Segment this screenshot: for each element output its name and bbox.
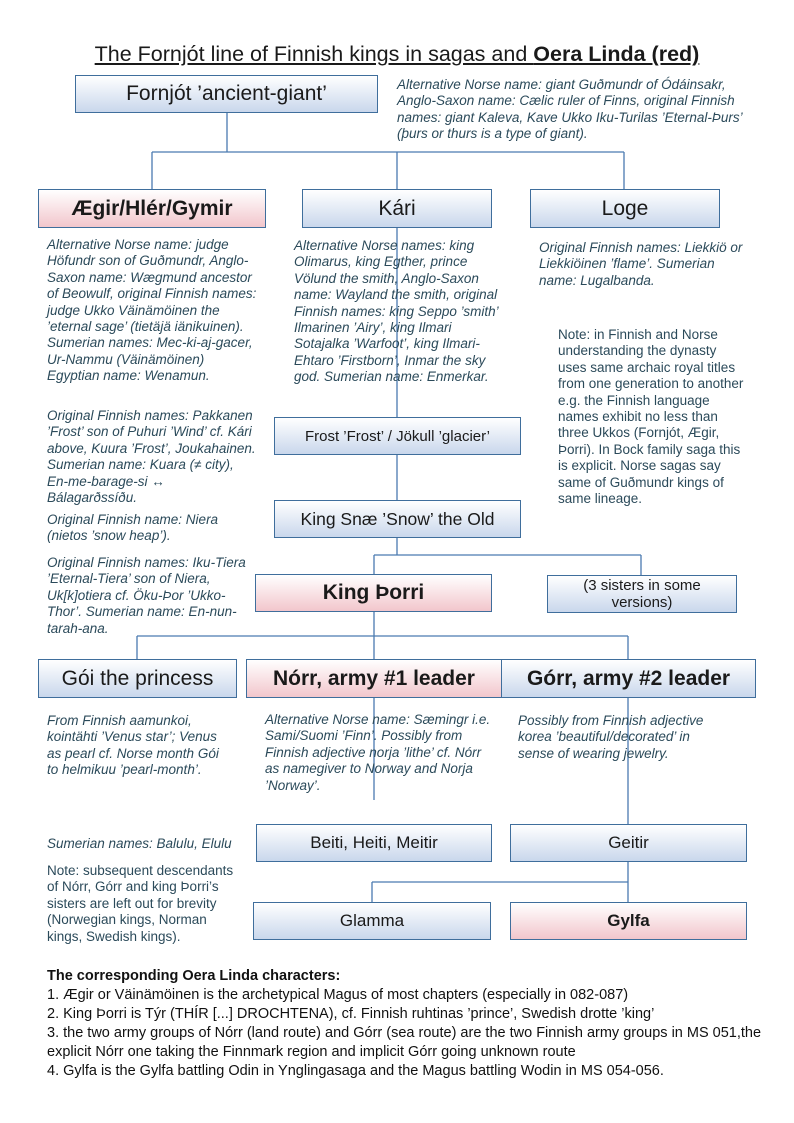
box-thorri-label: King Þorri — [322, 581, 425, 604]
box-frost-label: Frost ’Frost’ / Jökull ’glacier’ — [304, 427, 491, 445]
box-snae — [274, 500, 521, 538]
box-thorri — [255, 574, 492, 612]
note-sumerian: Sumerian names: Balulu, Elulu — [47, 836, 232, 851]
box-goi — [38, 659, 237, 698]
box-geitir — [510, 824, 747, 862]
note-aegir-ikutiera: Original Finnish names: Iku-Tiera ’Eternal-Tiera’ son of Niera, Uk[k]otiera cf. Öku-Þor ’Ukko-Thor’. Sumerian name: En-nun-tarah-ana. — [47, 555, 246, 636]
note-aegir-names: Alternative Norse name: judge Höfundr son of Guðmundr, Anglo-Saxon name: Wægmund ancestor of Beowulf, original Finnish names: judge Ukko Väinämöinen the ’eternal sage’ (tietäjä iänikuinen). Sumerian names: Mec-ki-aj-gacer, Ur-Nammu (Väinämöinen) Egyptian name: Wenamun. — [47, 237, 257, 384]
box-frost — [274, 417, 521, 455]
box-sisters-label: (3 sisters in some versions) — [583, 577, 701, 611]
box-geitir-label: Geitir — [608, 833, 649, 852]
box-aegir — [38, 189, 266, 228]
oera-linda-section — [47, 967, 767, 1081]
page-title — [0, 42, 794, 67]
box-fornjot — [75, 75, 378, 113]
box-goi-label: Gói the princess — [61, 666, 214, 690]
box-glamma — [253, 902, 491, 940]
box-norr-label: Nórr, army #1 leader — [273, 666, 475, 690]
title-bold: Oera Linda (red) — [533, 42, 700, 66]
box-beiti — [256, 824, 492, 862]
box-gorr — [501, 659, 756, 698]
box-loge-label: Loge — [601, 196, 649, 220]
box-fornjot-label: Fornjót ’ancient-giant’ — [126, 82, 327, 105]
box-gorr-label: Górr, army #2 leader — [526, 666, 731, 690]
note-gorr: Possibly from Finnish adjective korea ’beautiful/decorated’ in sense of wearing jewelry. — [518, 713, 704, 761]
note-loge: Original Finnish names: Liekkiö or Liekkiöinen ’flame’. Sumerian name: Lugalbanda. — [539, 240, 743, 288]
note-aegir-niera: Original Finnish name: Niera (nietos ’snow heap’). — [47, 512, 219, 544]
oera-linda-item-1: 1. Ægir or Väinämöinen is the archetypical Magus of most chapters (especially in 082-087) — [47, 987, 629, 1003]
connector-geitir-grandchildren — [372, 862, 628, 902]
box-beiti-label: Beiti, Heiti, Meitir — [310, 833, 438, 852]
box-glamma-label: Glamma — [339, 911, 405, 930]
box-loge — [530, 189, 720, 228]
box-kari — [302, 189, 492, 228]
oera-linda-item-4: 4. Gylfa is the Gylfa battling Odin in Ynglingasaga and the Magus battling Wodin in MS 054-056. — [47, 1063, 664, 1079]
oera-linda-heading: The corresponding Oera Linda characters: — [47, 968, 341, 984]
connector-snae-thorri — [374, 538, 641, 576]
box-sisters — [547, 575, 737, 613]
note-aegir-pakkanen: Original Finnish names: Pakkanen ’Frost’ son of Puhuri ’Wind’ cf. Kári above, Kuura ’Frost’, Joukahainen. Sumerian name: Kuara (≠ city), En-me-barage-si ↔ Bálagarðssíðu. — [47, 408, 256, 506]
title-main: The Fornjót line of Finnish kings in sagas and — [94, 42, 534, 66]
oera-linda-item-2: 2. King Þorri is Týr (THÍR [...] DROCHTENA), cf. Finnish ruhtinas ’prince’, Swedish drotte ’king’ — [47, 1006, 655, 1022]
note-norr: Alternative Norse name: Sæmingr i.e. Sami/Suomi ’Finn’. Possibly from Finnish adjective norja ’lithe’ cf. Nórr as namegiver to Norway and Norja ’Norway’. — [265, 712, 491, 793]
box-gylfa — [510, 902, 747, 940]
box-aegir-label: Ægir/Hlér/Gymir — [71, 196, 233, 220]
box-kari-label: Kári — [378, 196, 416, 220]
note-goi: From Finnish aamunkoi, kointähti ’Venus star’; Venus as pearl cf. Norse month Gói to helmikuu ’pearl-month’. — [47, 713, 219, 778]
note-kari: Alternative Norse names: king Olimarus, king Egther, prince Völund the smith, Anglo-Saxon name: Wayland the smith, original Finnish names: king Seppo ’smith’ Ilmarinen ’Airy’, king Ilmari Sotajalka ’Warfoot’, king Ilmari-Ehtaro ’Firstborn’, Inmar the sky god. Sumerian name: Enmerkar. — [294, 238, 498, 385]
box-norr — [246, 659, 502, 698]
box-snae-label: King Snæ ’Snow’ the Old — [300, 508, 495, 529]
oera-linda-item-3: 3. the two army groups of Nórr (land route) and Górr (sea route) are the two Finnish army groups in MS 051,the explicit Nórr one taking the Finnmark region and implicit Górr going unknown route — [47, 1025, 762, 1060]
box-gylfa-label: Gylfa — [607, 911, 650, 930]
note-brevity: Note: subsequent descendants of Nórr, Górr and king Þorri’s sisters are left out for brevity (Norwegian kings, Norman kings, Swedish kings). — [47, 863, 234, 944]
note-dynasty: Note: in Finnish and Norse understanding the dynasty uses same archaic royal titles from one generation to another e.g. the Finnish language names exhibit no less than three Ukkos (Fornjót, Ægir, Þorri). In Bock family saga this is explicit. Norse sagas say same of Guðmundr kings of same lineage. — [558, 327, 744, 507]
note-fornjot: Alternative Norse name: giant Guðmundr of Ódáinsakr, Anglo-Saxon name: Cælic ruler of Finns, original Finnish names: giant Kaleva, Kave Ukko Iku-Turilas ’Eternal-Þurs’ (þurs or thurs is a type of giant). — [397, 77, 742, 142]
